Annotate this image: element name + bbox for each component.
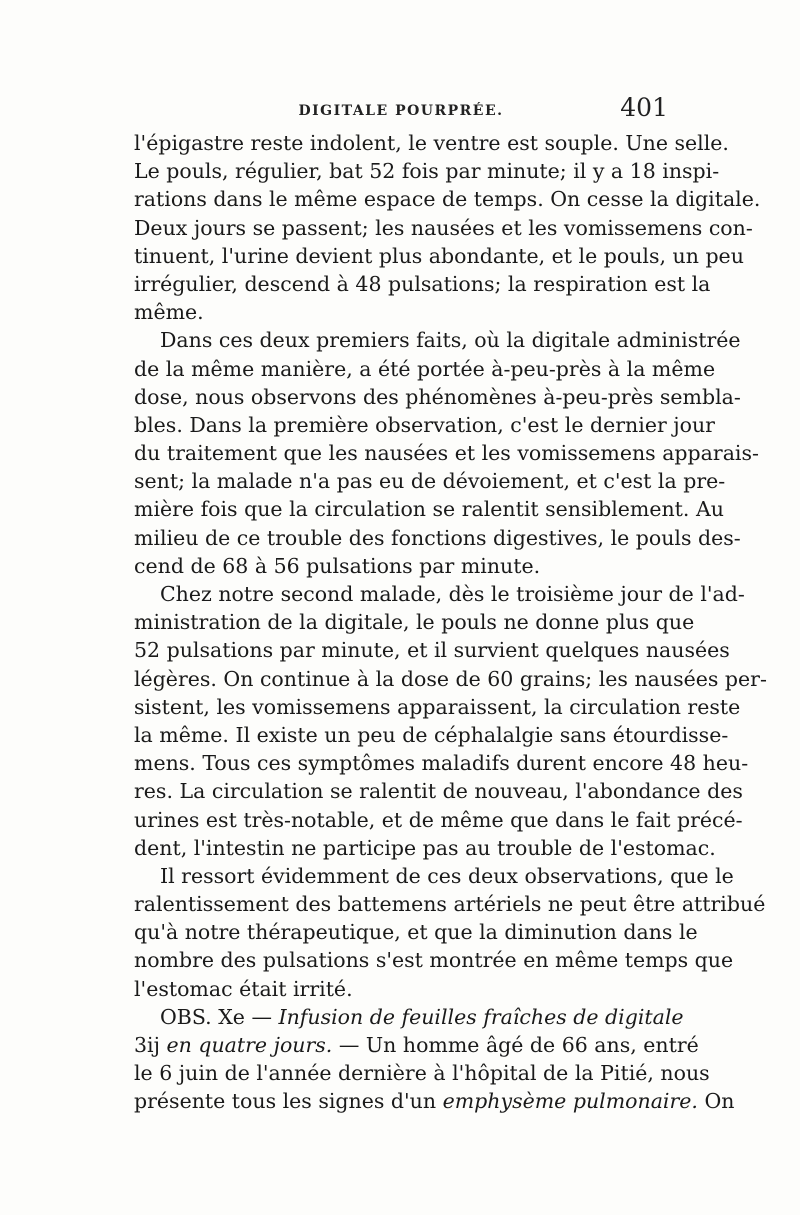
text-line: même. (134, 300, 204, 325)
text-line: l'épigastre reste indolent, le ventre est souple. Une selle. (134, 131, 729, 155)
text-line: dose, nous observons des phénomènes à-peu-près sembla- (134, 384, 741, 409)
paragraph-2 (134, 326, 759, 580)
paragraph-observation (134, 1003, 735, 1116)
observation-heading-line (134, 1003, 684, 1031)
text-line: mière fois que la circulation se ralentit sensiblement. Au (134, 497, 724, 522)
text-line: tinuent, l'urine devient plus abondante, et le pouls, un peu (134, 243, 744, 268)
observation-diagnosis: emphysème pulmonaire. (442, 1089, 698, 1114)
observation-final-line (134, 1087, 735, 1115)
text-line: bles. Dans la première observation, c'est le dernier jour (134, 412, 715, 437)
paragraph-1 (134, 129, 761, 326)
text-line: milieu de ce trouble des fonctions digestives, le pouls des- (134, 525, 741, 550)
observation-text: — Un homme âgé de 66 ans, entré (338, 1033, 699, 1057)
text-line: de la même manière, a été portée à-peu-près à la même (134, 356, 716, 381)
text-line: cend de 68 à 56 pulsations par minute. (134, 553, 541, 578)
text-line: mens. Tous ces symptômes maladifs durent encore 48 heu- (134, 751, 749, 776)
text-line: nombre des pulsations s'est montrée en même temps que (134, 948, 734, 973)
observation-label: OBS. Xe — (160, 1004, 272, 1029)
running-title: DIGITALE POURPRÉE. (298, 103, 504, 119)
observation-dose-line (134, 1031, 699, 1059)
text-line: rations dans le même espace de temps. On cesse la digitale. (134, 187, 761, 212)
text-line: Deux jours se passent; les nausées et les vomissemens con- (134, 215, 753, 240)
text-line: urines est très-notable, et de même que dans le fait précé- (134, 807, 743, 832)
text-line: sent; la malade n'a pas eu de dévoiement, et c'est la pre- (134, 469, 726, 494)
observation-text: présente tous les signes d'un (134, 1089, 437, 1114)
text-line: Il ressort évidemment de ces deux observations, que le (160, 863, 734, 888)
body-text (134, 129, 767, 1116)
running-head (134, 93, 668, 129)
text-line: qu'à notre thérapeutique, et que la diminution dans le (134, 920, 698, 945)
observation-text: On (704, 1089, 735, 1114)
observation-dose: 3ij (134, 1033, 160, 1057)
text-line: légères. On continue à la dose de 60 grains; les nausées per- (134, 666, 767, 691)
text-line: la même. Il existe un peu de céphalalgie sans étourdisse- (134, 722, 729, 747)
page-number: 401 (620, 93, 668, 122)
text-line: ministration de la digitale, le pouls ne donne plus que (134, 610, 695, 635)
text-line: 52 pulsations par minute, et il survient quelques nausées (134, 638, 730, 663)
text-line: l'estomac était irrité. (134, 976, 353, 1001)
text-line: Chez notre second malade, dès le troisième jour de l'ad- (160, 582, 745, 606)
observation-duration: en quatre jours. (166, 1033, 333, 1057)
text-line: du traitement que les nausées et les vomissemens apparais- (134, 441, 759, 466)
text-line: Le pouls, régulier, bat 52 fois par minute; il y a 18 inspi- (134, 159, 720, 184)
text-line: irrégulier, descend à 48 pulsations; la respiration est la (134, 271, 711, 296)
text-line: Dans ces deux premiers faits, où la digitale administrée (160, 328, 741, 353)
text-line: sistent, les vomissemens apparaissent, la circulation reste (134, 694, 741, 719)
text-line: le 6 juin de l'année dernière à l'hôpital de la Pitié, nous (134, 1061, 710, 1086)
observation-title: Infusion de feuilles fraîches de digitale (278, 1004, 684, 1029)
paragraph-3 (134, 580, 767, 862)
text-line: res. La circulation se ralentit de nouveau, l'abondance des (134, 779, 743, 804)
text-line: dent, l'intestin ne participe pas au trouble de l'estomac. (134, 835, 716, 860)
text-line: ralentissement des battemens artériels ne peut être attribué (134, 892, 766, 917)
paragraph-4 (134, 862, 766, 1003)
